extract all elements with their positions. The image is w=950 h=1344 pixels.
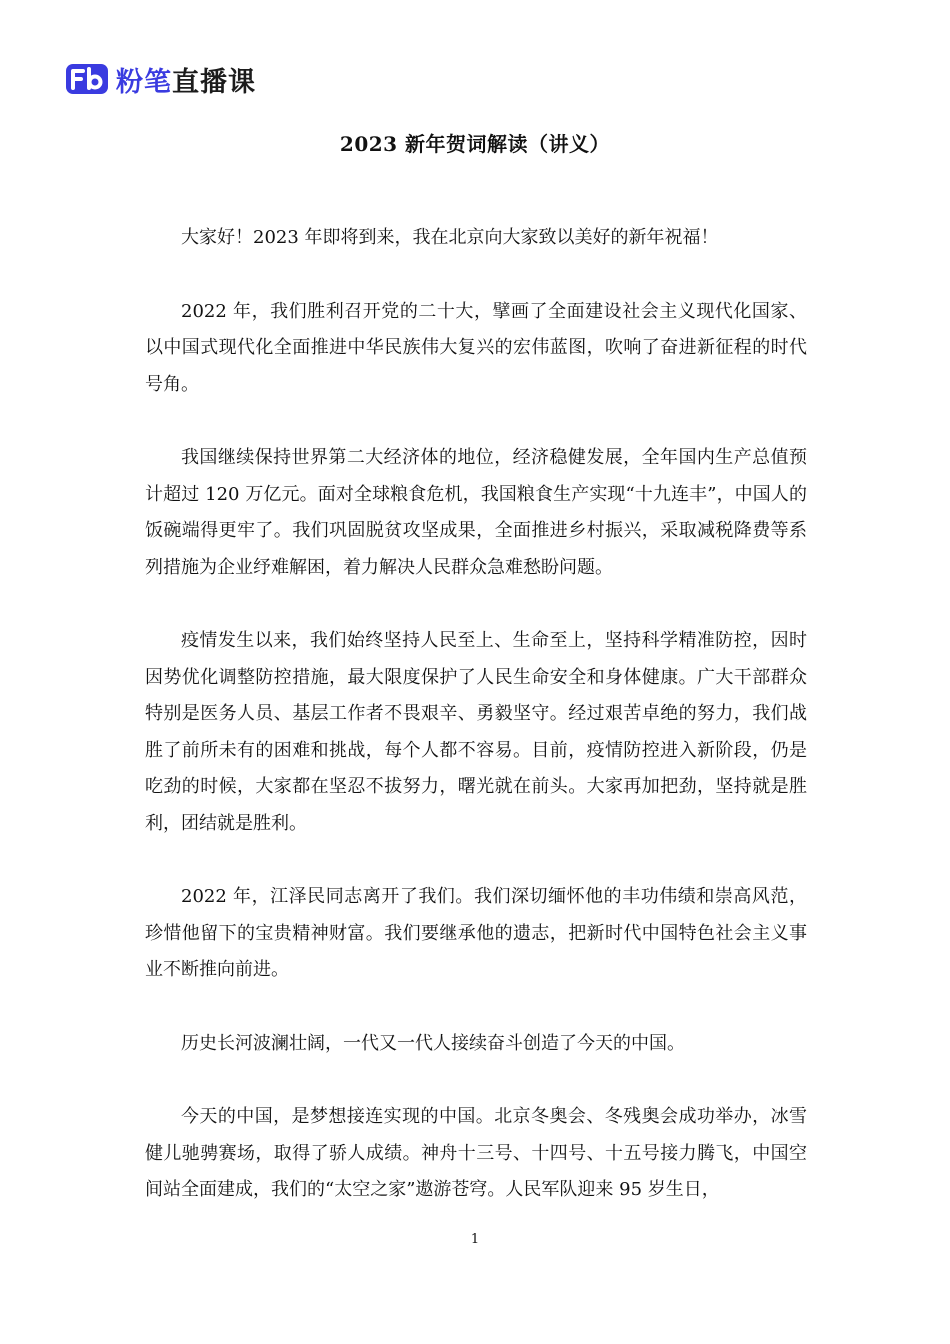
page-number: 1 xyxy=(470,1232,480,1247)
paragraph: 2022 年，江泽民同志离开了我们。我们深切缅怀他的丰功伟绩和崇高风范，珍惜他留下的宝贵精神财富。我们要继承他的遗志，把新时代中国特色社会主义事业不断推向前进。 xyxy=(145,886,807,980)
paragraph: 今天的中国，是梦想接连实现的中国。北京冬奥会、冬残奥会成功举办，冰雪健儿驰骋赛场，取得了骄人成绩。神舟十三号、十四号、十五号接力腾飞，中国空间站全面建成，我们的“太空之家”遨游苍穹。人民军队迎来 95 岁生日， xyxy=(145,1106,807,1200)
fb-logo-icon xyxy=(66,58,108,100)
document-title: 2023 新年贺词解读（讲义） xyxy=(339,132,611,156)
brand-text: 粉笔 xyxy=(116,66,172,98)
paragraph: 历史长河波澜壮阔，一代又一代人接续奋斗创造了今天的中国。 xyxy=(181,1032,685,1054)
paragraph: 我国继续保持世界第二大经济体的地位，经济稳健发展，全年国内生产总值预计超过 120 万亿元。面对全球粮食危机，我国粮食生产实现“十九连丰”，中国人的饭碗端得更牢了。我们巩固脱贫攻坚成果，全面推进乡村振兴，采取减税降费等系列措施为企业纾难解困，着力解决人民群众急难愁盼问题。 xyxy=(145,447,807,578)
paragraph: 2022 年，我们胜利召开党的二十大，擘画了全面建设社会主义现代化国家、以中国式现代化全面推进中华民族伟大复兴的宏伟蓝图，吹响了奋进新征程的时代号角。 xyxy=(145,300,807,395)
brand-name xyxy=(116,60,256,99)
paragraph: 大家好！2023 年即将到来，我在北京向大家致以美好的新年祝福！ xyxy=(181,227,719,248)
paragraph: 疫情发生以来，我们始终坚持人民至上、生命至上，坚持科学精准防控，因时因势优化调整防控措施，最大限度保护了人民生命安全和身体健康。广大干部群众特别是医务人员、基层工作者不畏艰辛、勇毅坚守。经过艰苦卓绝的努力，我们战胜了前所未有的困难和挑战，每个人都不容易。目前，疫情防控进入新阶段，仍是吃劲的时候，大家都在坚忍不拔努力，曙光就在前头。大家再加把劲，坚持就是胜利，团结就是胜利。 xyxy=(145,630,807,834)
brand-logo xyxy=(66,58,256,100)
brand-subtext: 直播课 xyxy=(172,66,256,98)
document-body xyxy=(145,220,807,1246)
